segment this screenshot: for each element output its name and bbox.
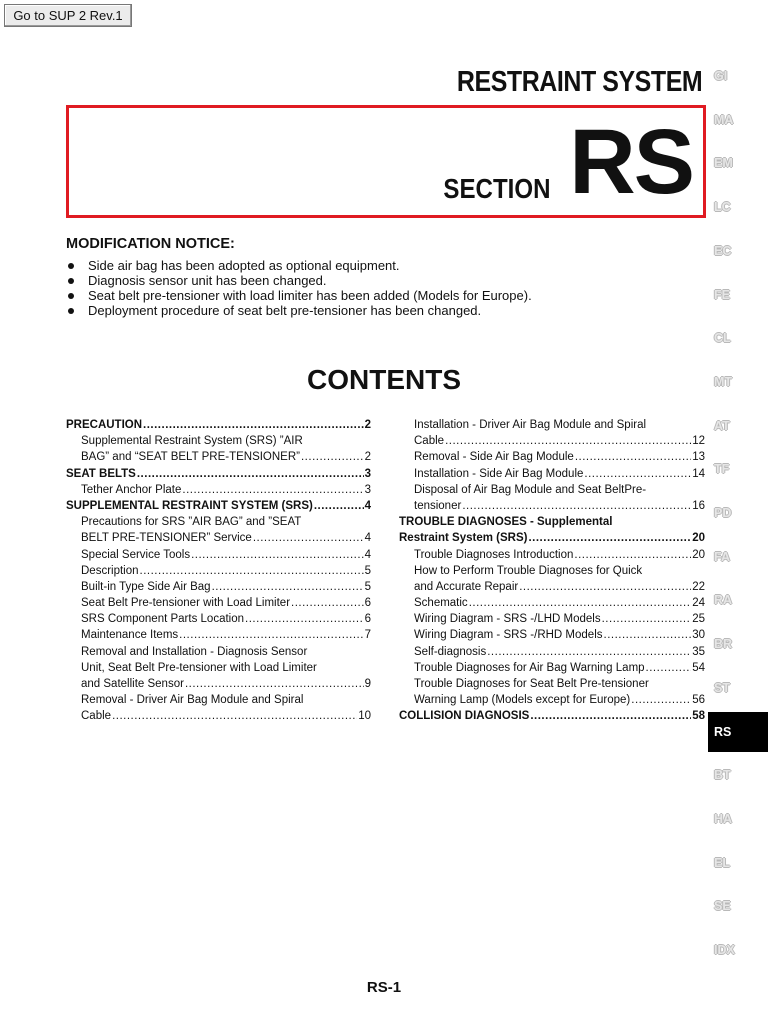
toc-leader-dots	[574, 549, 691, 561]
toc-entry-page: 54	[692, 661, 705, 674]
tab-br[interactable]: BR	[714, 637, 733, 652]
toc-entry-title: SRS Component Parts Location	[81, 613, 245, 626]
toc-entry-title: Cable	[81, 710, 112, 723]
toc-leader-dots	[253, 532, 364, 544]
toc-entry-title: BELT PRE-TENSIONER” Service	[81, 532, 252, 545]
toc-entry	[66, 662, 371, 678]
toc-entry-title: Special Service Tools	[81, 548, 191, 561]
tab-ma[interactable]: MA	[714, 112, 734, 127]
toc-entry-page: 6	[364, 597, 371, 610]
modification-item	[66, 288, 532, 303]
tab-tf[interactable]: TF	[714, 462, 730, 477]
toc-entry-title: Wiring Diagram - SRS -/RHD Models	[414, 629, 603, 642]
tab-ec[interactable]: EC	[714, 243, 732, 258]
toc-entry[interactable]	[66, 451, 371, 467]
toc-entry	[399, 678, 705, 694]
tab-st[interactable]: ST	[714, 680, 730, 695]
toc-entry-title: Disposal of Air Bag Module and Seat BeltPre-	[414, 483, 647, 496]
toc-entry[interactable]	[66, 613, 371, 629]
section-code: RS	[569, 111, 693, 213]
toc-entry-page: 30	[692, 629, 705, 642]
toc-entry[interactable]	[66, 629, 371, 645]
toc-entry-title: TROUBLE DIAGNOSES - Supplemental	[399, 516, 613, 529]
toc-entry[interactable]	[399, 500, 705, 516]
toc-leader-dots	[519, 581, 691, 593]
modification-item	[66, 303, 532, 318]
go-to-sup-button[interactable]: Go to SUP 2 Rev.1	[4, 4, 132, 27]
toc-entry[interactable]	[399, 613, 705, 629]
toc-entry-title: Wiring Diagram - SRS -/LHD Models	[414, 613, 601, 626]
toc-leader-dots	[140, 565, 364, 577]
toc-entry[interactable]	[66, 710, 371, 726]
toc-entry-title: Self-diagnosis	[414, 645, 487, 658]
toc-entry	[66, 516, 371, 532]
contents-heading: CONTENTS	[307, 364, 461, 395]
toc-entry-title: Restraint System (SRS)	[399, 532, 528, 545]
toc-entry-title: BAG” and “SEAT BELT PRE-TENSIONER”	[81, 451, 300, 464]
section-box	[66, 105, 706, 218]
toc-entry-page: 2	[364, 419, 371, 431]
toc-entry-title: Removal - Side Air Bag Module	[414, 451, 574, 464]
section-title: RESTRAINT SYSTEM	[456, 66, 702, 98]
toc-entry	[399, 419, 705, 435]
toc-entry-title: SUPPLEMENTAL RESTRAINT SYSTEM (SRS)	[66, 499, 313, 512]
toc-leader-dots	[575, 451, 691, 463]
toc-entry-page: 25	[692, 613, 705, 626]
toc-entry-title: Removal and Installation - Diagnosis Sensor	[81, 645, 308, 658]
toc-entry-page: 12	[692, 435, 705, 448]
toc-entry[interactable]	[66, 678, 371, 694]
toc-entry	[399, 516, 705, 532]
toc-entry-title: Tether Anchor Plate	[81, 483, 182, 496]
toc-entry-page: 3	[364, 483, 371, 496]
toc-entry[interactable]	[399, 435, 705, 451]
toc-entry	[66, 646, 371, 662]
toc-entry[interactable]	[66, 468, 371, 484]
toc-entry-title: Installation - Side Air Bag Module	[414, 467, 584, 480]
modification-item-text: Side air bag has been adopted as optional equipment.	[88, 258, 400, 273]
toc-entry-title: Schematic	[414, 597, 468, 610]
toc-entry[interactable]	[399, 451, 705, 467]
modification-item-text: Seat belt pre-tensioner with load limiter has been added (Models for Europe).	[88, 288, 532, 303]
toc-entry[interactable]	[66, 549, 371, 565]
toc-entry-page: 20	[692, 532, 705, 545]
toc-leader-dots	[445, 435, 691, 447]
toc-entry-page: 4	[364, 548, 371, 561]
tab-ra[interactable]: RA	[714, 593, 733, 608]
tab-lc[interactable]: LC	[714, 200, 731, 215]
toc-entry	[66, 694, 371, 710]
toc-entry	[399, 484, 705, 500]
tab-mt[interactable]: MT	[714, 374, 733, 389]
toc-entry-title: Cable	[414, 435, 445, 448]
tab-se[interactable]: SE	[714, 899, 731, 914]
toc-entry-title: Installation - Driver Air Bag Module and Spiral	[414, 419, 647, 431]
toc-entry-page: 6	[364, 613, 371, 626]
toc-entry-title: Trouble Diagnoses for Air Bag Warning Lamp	[414, 661, 645, 674]
toc-entry-title: Precautions for SRS ”AIR BAG” and ”SEAT	[81, 516, 302, 529]
toc-entry-title: How to Perform Trouble Diagnoses for Quick	[414, 564, 643, 577]
toc-leader-dots	[291, 597, 364, 609]
toc-leader-dots	[212, 581, 364, 593]
toc-entry-page: 13	[692, 451, 705, 464]
toc-entry[interactable]	[399, 581, 705, 597]
modification-item-text: Diagnosis sensor unit has been changed.	[88, 273, 327, 288]
toc-entry[interactable]	[399, 629, 705, 645]
toc-entry-title: Description	[81, 564, 139, 577]
toc-entry-page: 10	[358, 710, 371, 723]
bullet-icon	[68, 263, 74, 269]
toc-entry-title: Trouble Diagnoses for Seat Belt Pre-tensioner	[414, 678, 649, 690]
toc-leader-dots	[604, 629, 692, 641]
toc-entry-page: 14	[692, 467, 705, 480]
toc-leader-dots	[528, 532, 691, 544]
tab-bt[interactable]: BT	[714, 768, 731, 783]
toc-entry-page: 9	[364, 678, 371, 690]
tab-at[interactable]: AT	[714, 418, 730, 433]
toc-left-column	[66, 419, 371, 727]
toc-entry-page: 22	[692, 580, 705, 593]
tab-rs[interactable]: RS	[708, 712, 768, 752]
toc-leader-dots	[245, 613, 364, 625]
toc-entry-page: 7	[364, 629, 371, 642]
toc-leader-dots	[112, 710, 357, 722]
toc-entry-title: tensioner	[414, 499, 462, 512]
toc-entry[interactable]	[66, 597, 371, 613]
toc-entry-title: PRECAUTION	[66, 419, 143, 431]
toc-entry-title: Seat Belt Pre-tensioner with Load Limiter	[81, 597, 291, 610]
toc-entry[interactable]	[399, 597, 705, 613]
toc-leader-dots	[462, 500, 691, 512]
tab-fe[interactable]: FE	[714, 287, 730, 302]
toc-leader-dots	[137, 468, 364, 480]
toc-entry-page: 58	[692, 710, 705, 723]
toc-entry[interactable]	[66, 419, 371, 435]
tab-ha[interactable]: HA	[714, 811, 733, 826]
toc-entry	[399, 565, 705, 581]
toc-entry[interactable]	[399, 662, 705, 678]
toc-entry-page: 35	[692, 645, 705, 658]
toc-leader-dots	[469, 597, 692, 609]
tab-fa[interactable]: FA	[714, 549, 730, 564]
page-number: RS-1	[366, 979, 402, 996]
toc-entry[interactable]	[66, 581, 371, 597]
toc-entry[interactable]	[66, 484, 371, 500]
tab-gi[interactable]: GI	[714, 69, 728, 83]
toc-entry-title: Removal - Driver Air Bag Module and Spiral	[81, 694, 304, 707]
toc-leader-dots	[301, 451, 364, 463]
toc-entry[interactable]	[399, 549, 705, 565]
tab-idx[interactable]: IDX	[714, 943, 735, 957]
tab-em[interactable]: EM	[714, 156, 733, 171]
toc-entry-page: 2	[364, 451, 371, 464]
toc-entry-page: 16	[692, 499, 705, 512]
toc-entry-title: SEAT BELTS	[66, 467, 136, 480]
toc-entry[interactable]	[399, 468, 705, 484]
toc-leader-dots	[179, 629, 363, 641]
tab-cl[interactable]: CL	[714, 331, 731, 346]
toc-entry-page: 24	[692, 597, 705, 610]
toc-leader-dots	[602, 613, 692, 625]
toc-entry-title: Built-in Type Side Air Bag	[81, 580, 211, 593]
toc-leader-dots	[182, 484, 363, 496]
toc-entry[interactable]	[66, 565, 371, 581]
toc-leader-dots	[487, 646, 691, 658]
section-label: SECTION	[442, 173, 550, 204]
toc-entry-title: Unit, Seat Belt Pre-tensioner with Load Limiter	[81, 661, 317, 674]
toc-entry-title: and Accurate Repair	[414, 580, 519, 593]
toc-leader-dots	[143, 419, 364, 431]
toc-leader-dots	[584, 468, 691, 480]
modification-item-text: Deployment procedure of seat belt pre-tensioner has been changed.	[88, 303, 482, 318]
toc-entry-title: Warning Lamp (Models except for Europe)	[414, 694, 631, 707]
modification-notice-heading: MODIFICATION NOTICE:	[66, 236, 235, 252]
modification-item	[66, 258, 532, 273]
bullet-icon	[68, 278, 74, 284]
toc-entry[interactable]	[66, 500, 371, 516]
toc-leader-dots	[185, 678, 364, 690]
bullet-icon	[68, 308, 74, 314]
toc-entry-title: COLLISION DIAGNOSIS	[399, 710, 530, 723]
toc-entry-title: Maintenance Items	[81, 629, 179, 642]
toc-entry	[66, 435, 371, 451]
toc-entry-page: 3	[364, 467, 371, 480]
toc-leader-dots	[646, 662, 692, 674]
toc-leader-dots	[314, 500, 364, 512]
modification-notice-list	[66, 258, 532, 318]
toc-entry[interactable]	[399, 710, 705, 726]
toc-entry-page: 56	[692, 694, 705, 707]
tab-pd[interactable]: PD	[714, 506, 732, 520]
toc-leader-dots	[631, 694, 691, 706]
toc-entry-title: and Satellite Sensor	[81, 678, 184, 690]
toc-entry[interactable]	[399, 694, 705, 710]
toc-entry[interactable]	[399, 646, 705, 662]
toc-entry-page: 20	[692, 548, 705, 561]
toc-right-column	[399, 419, 705, 727]
toc-entry-title: Trouble Diagnoses Introduction	[414, 548, 574, 561]
bullet-icon	[68, 293, 74, 299]
toc-entry-page: 4	[364, 532, 371, 545]
toc-entry-page: 5	[364, 564, 371, 577]
toc-leader-dots	[530, 710, 691, 722]
toc-leader-dots	[191, 549, 364, 561]
modification-item	[66, 273, 532, 288]
tab-el[interactable]: EL	[714, 855, 730, 870]
toc-entry-page: 5	[364, 580, 371, 593]
toc-entry[interactable]	[399, 532, 705, 548]
toc-entry[interactable]	[66, 532, 371, 548]
toc-entry-page: 4	[364, 499, 371, 512]
toc-entry-title: Supplemental Restraint System (SRS) ”AIR	[81, 435, 303, 448]
